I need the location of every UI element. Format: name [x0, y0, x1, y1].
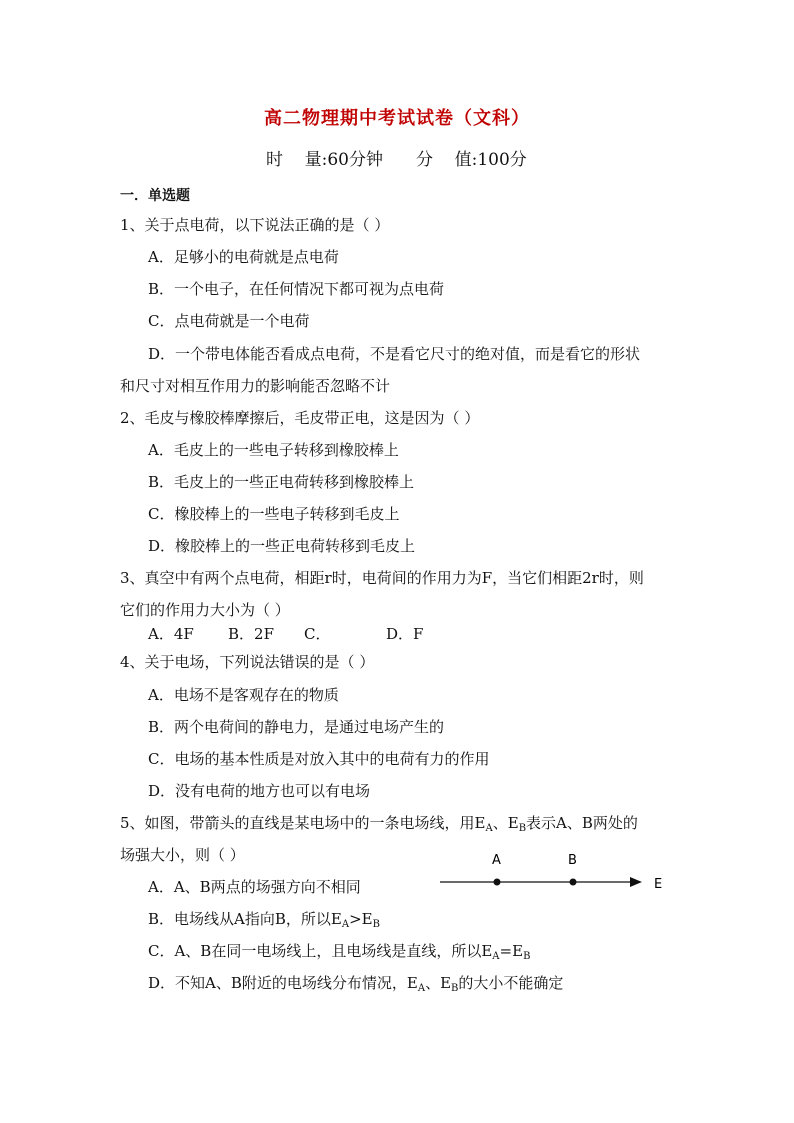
q5-c-eq: =E — [499, 942, 524, 960]
q5-d-pre: D．不知A、B附近的电场线分布情况，E — [148, 974, 418, 992]
exam-title: 高二物理期中考试试卷（文科） — [264, 108, 530, 129]
exam-time: 时 量:60分钟 — [266, 150, 383, 170]
question-1-stem: 1、关于点电荷，以下说法正确的是（ ） — [120, 216, 390, 234]
diagram-label-a: A — [492, 853, 501, 868]
question-1-option-d-line1: D．一个带电体能否看成点电荷，不是看它尺寸的绝对值，而是看它的形状 — [148, 345, 641, 363]
q5-b-sub-a: A — [341, 919, 350, 930]
question-2-option-c: C．橡胶棒上的一些电子转移到毛皮上 — [148, 505, 400, 523]
question-5-option-b — [148, 909, 380, 929]
question-3-option-d: D．F — [386, 625, 424, 643]
question-3-option-a: A．4F — [148, 625, 194, 643]
question-3-option-b: B．2F — [228, 625, 274, 643]
q5-b-gt: >E — [349, 910, 373, 928]
question-3-option-c: C． — [304, 625, 331, 643]
question-5-option-d — [148, 973, 563, 993]
question-3-stem-line2: 它们的作用力大小为（ ） — [120, 601, 290, 619]
electric-field-line-diagram — [430, 846, 680, 906]
section-heading-single-choice: 一．单选题 — [120, 188, 190, 204]
question-1-option-d-line2: 和尺寸对相互作用力的影响能否忽略不计 — [120, 377, 391, 395]
question-5-option-c — [148, 941, 530, 961]
q5-c-sub-a: A — [492, 951, 500, 962]
q5-d-mid: 、E — [425, 974, 452, 992]
q5-b-pre: B．电场线从A指向B，所以E — [148, 910, 342, 928]
q5-d-sub-a: A — [417, 983, 426, 994]
exam-score: 分 值:100分 — [416, 150, 527, 170]
question-2-option-d: D．橡胶棒上的一些正电荷转移到毛皮上 — [148, 537, 416, 555]
q5-stem-sub-b: B — [518, 823, 527, 834]
q5-stem-sub-a: A — [485, 823, 493, 834]
question-2-option-b: B．毛皮上的一些正电荷转移到橡胶棒上 — [148, 473, 415, 491]
question-1-option-b: B．一个电子，在任何情况下都可视为点电荷 — [148, 280, 445, 298]
question-4-option-d: D．没有电荷的地方也可以有电场 — [148, 782, 371, 800]
q5-d-sub-b: B — [451, 983, 459, 994]
question-4-option-c: C．电场的基本性质是对放入其中的电荷有力的作用 — [148, 750, 490, 768]
q5-c-pre: C．A、B在同一电场线上，且电场线是直线，所以E — [148, 942, 493, 960]
field-line-arrowhead — [630, 877, 642, 887]
diagram-label-b: B — [568, 853, 577, 868]
question-5-stem-line2: 场强大小，则（ ） — [120, 846, 245, 864]
q5-stem-pre: 5、如图，带箭头的直线是某电场中的一条电场线，用E — [120, 814, 486, 832]
q5-d-post: 的大小不能确定 — [458, 974, 564, 992]
question-4-stem: 4、关于电场，下列说法错误的是（ ） — [120, 653, 375, 671]
q5-c-sub-b: B — [523, 951, 531, 962]
diagram-label-e: E — [654, 877, 663, 892]
question-5-option-a: A．A、B两点的场强方向不相同 — [148, 878, 361, 896]
question-1-option-c: C．点电荷就是一个电荷 — [148, 312, 310, 330]
q5-b-sub-b: B — [372, 919, 380, 930]
point-a-dot — [494, 879, 501, 886]
point-b-dot — [570, 879, 577, 886]
q5-stem-post: 表示A、B两处的 — [526, 814, 638, 832]
question-2-stem: 2、毛皮与橡胶棒摩擦后，毛皮带正电，这是因为（ ） — [120, 409, 480, 427]
question-4-option-a: A．电场不是客观存在的物质 — [148, 686, 339, 704]
question-1-option-a: A．足够小的电荷就是点电荷 — [148, 248, 339, 266]
question-5-stem-line1 — [120, 813, 638, 833]
q5-stem-mid: 、E — [492, 814, 519, 832]
question-3-stem-line1: 3、真空中有两个点电荷，相距r时，电荷间的作用力为F，当它们相距2r时，则 — [120, 569, 644, 587]
question-4-option-b: B．两个电荷间的静电力，是通过电场产生的 — [148, 718, 445, 736]
question-2-option-a: A．毛皮上的一些电子转移到橡胶棒上 — [148, 441, 399, 459]
